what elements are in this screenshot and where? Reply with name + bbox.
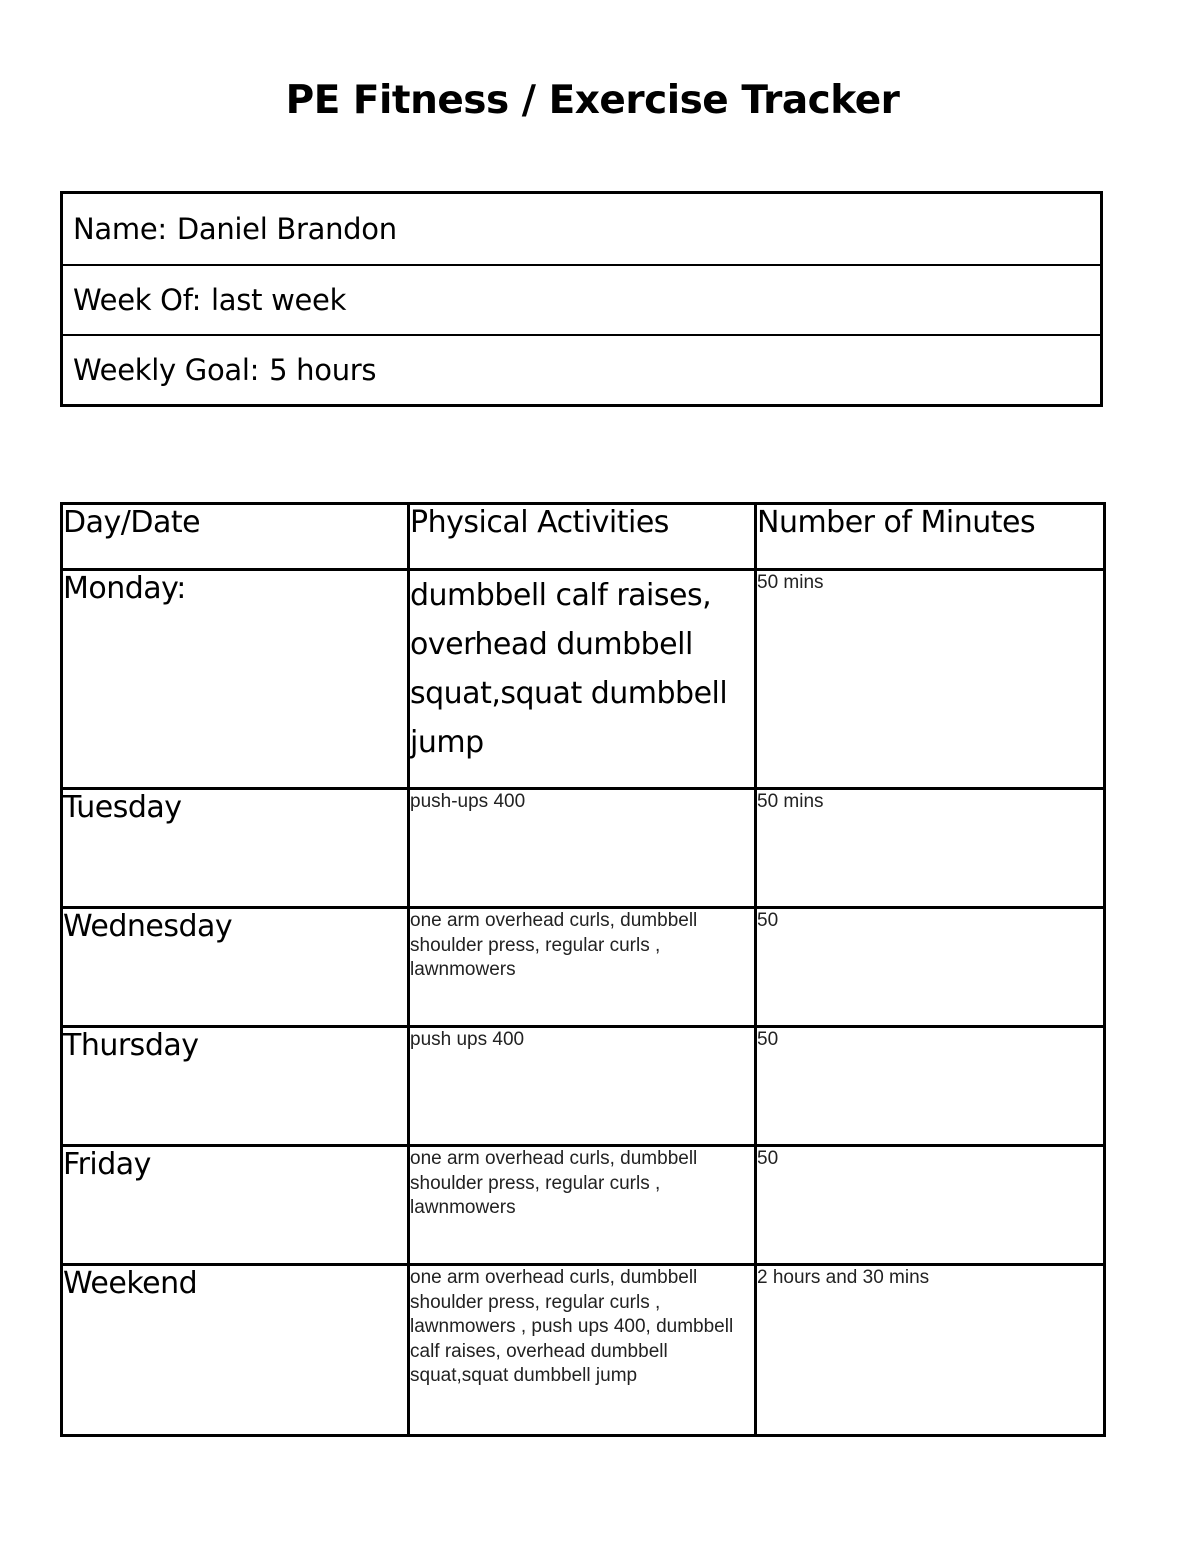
column-header-minutes: Number of Minutes bbox=[756, 504, 1105, 570]
week-of-row bbox=[63, 264, 1100, 334]
minutes-cell: 50 mins bbox=[756, 789, 1105, 908]
name-label: Name: bbox=[73, 212, 167, 246]
name-row bbox=[63, 194, 1100, 264]
table-row bbox=[62, 908, 1105, 1027]
column-header-activities: Physical Activities bbox=[409, 504, 756, 570]
minutes-cell: 2 hours and 30 mins bbox=[756, 1265, 1105, 1436]
day-cell: Weekend bbox=[62, 1265, 409, 1436]
student-info-box bbox=[60, 191, 1103, 407]
page-title: PE Fitness / Exercise Tracker bbox=[285, 78, 900, 123]
activities-cell: one arm overhead curls, dumbbell shoulder press, regular curls , lawnmowers bbox=[409, 908, 756, 1027]
column-header-day: Day/Date bbox=[62, 504, 409, 570]
exercise-tracker-table bbox=[60, 502, 1106, 1437]
table-row bbox=[62, 1265, 1105, 1436]
week-of-label: Week Of: bbox=[73, 283, 202, 317]
table-row bbox=[62, 1027, 1105, 1146]
activities-cell: one arm overhead curls, dumbbell shoulder press, regular curls , lawnmowers , push ups 400, dumbbell calf raises, overhead dumbbell squat,squat dumbbell jump bbox=[409, 1265, 756, 1436]
day-cell: Tuesday bbox=[62, 789, 409, 908]
minutes-cell: 50 bbox=[756, 1146, 1105, 1265]
day-cell: Thursday bbox=[62, 1027, 409, 1146]
minutes-cell: 50 bbox=[756, 908, 1105, 1027]
name-value: Daniel Brandon bbox=[176, 212, 397, 246]
minutes-cell: 50 mins bbox=[756, 570, 1105, 789]
week-of-value: last week bbox=[211, 283, 347, 317]
weekly-goal-value: 5 hours bbox=[269, 353, 377, 387]
day-cell: Friday bbox=[62, 1146, 409, 1265]
table-row bbox=[62, 1146, 1105, 1265]
day-cell: Wednesday bbox=[62, 908, 409, 1027]
activities-cell: push ups 400 bbox=[409, 1027, 756, 1146]
weekly-goal-label: Weekly Goal: bbox=[73, 353, 260, 387]
day-cell: Monday: bbox=[62, 570, 409, 789]
activities-cell: one arm overhead curls, dumbbell shoulder press, regular curls , lawnmowers bbox=[409, 1146, 756, 1265]
table-row bbox=[62, 789, 1105, 908]
activities-cell: dumbbell calf raises, overhead dumbbell squat,squat dumbbell jump bbox=[409, 570, 756, 789]
activities-cell: push-ups 400 bbox=[409, 789, 756, 908]
table-header-row bbox=[62, 504, 1105, 570]
weekly-goal-row bbox=[63, 334, 1100, 404]
table-row bbox=[62, 570, 1105, 789]
minutes-cell: 50 bbox=[756, 1027, 1105, 1146]
